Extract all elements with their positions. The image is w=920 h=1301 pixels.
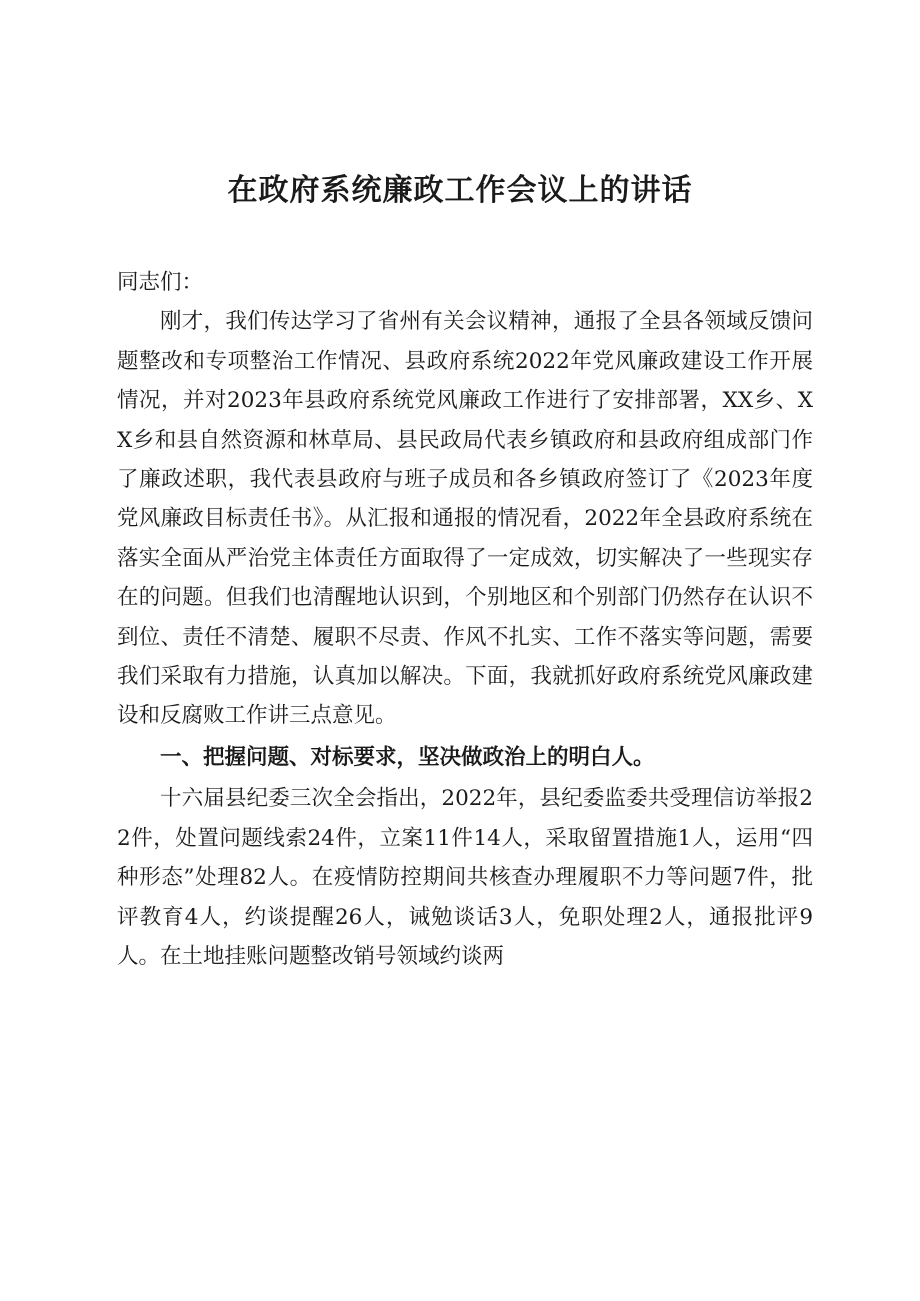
document-body (117, 263, 813, 976)
body-paragraph-1: 刚才，我们传达学习了省州有关会议精神，通报了全县各领域反馈问题整改和专项整治工作情况、县政府系统2022年党风廉政建设工作开展情况，并对2023年县政府系统党风廉政工作进行了安排部署，XX乡、XX乡和县自然资源和林草局、县民政局代表乡镇政府和县政府组成部门作了廉政述职，我代表县政府与班子成员和各乡镇政府签订了《2023年度党风廉政目标责任书》。从汇报和通报的情况看，2022年全县政府系统在落实全面从严治党主体责任方面取得了一定成效，切实解决了一些现实存在的问题。但我们也清醒地认识到，个别地区和个别部门仍然存在认识不到位、责任不清楚、履职不尽责、作风不扎实、工作不落实等问题，需要我们采取有力措施，认真加以解决。下面，我就抓好政府系统党风廉政建设和反腐败工作讲三点意见。 (117, 309, 813, 729)
section-heading-1: 一、把握问题、对标要求，坚决做政治上的明白人。 (160, 744, 655, 770)
document-title: 在政府系统廉政工作会议上的讲话 (227, 173, 693, 208)
section-paragraph-1: 十六届县纪委三次全会指出，2022年，县纪委监委共受理信访举报22件，处置问题线索24件，立案11件14人，采取留置措施1人，运用“四种形态”处理82人。在疫情防控期间共核查办理履职不力等问题7件，批评教育4人，约谈提醒26人，诫勉谈话3人，免职处理2人，通报批评9人。在土地挂账问题整改销号领域约谈两 (117, 786, 813, 969)
salutation: 同志们： (117, 270, 204, 295)
